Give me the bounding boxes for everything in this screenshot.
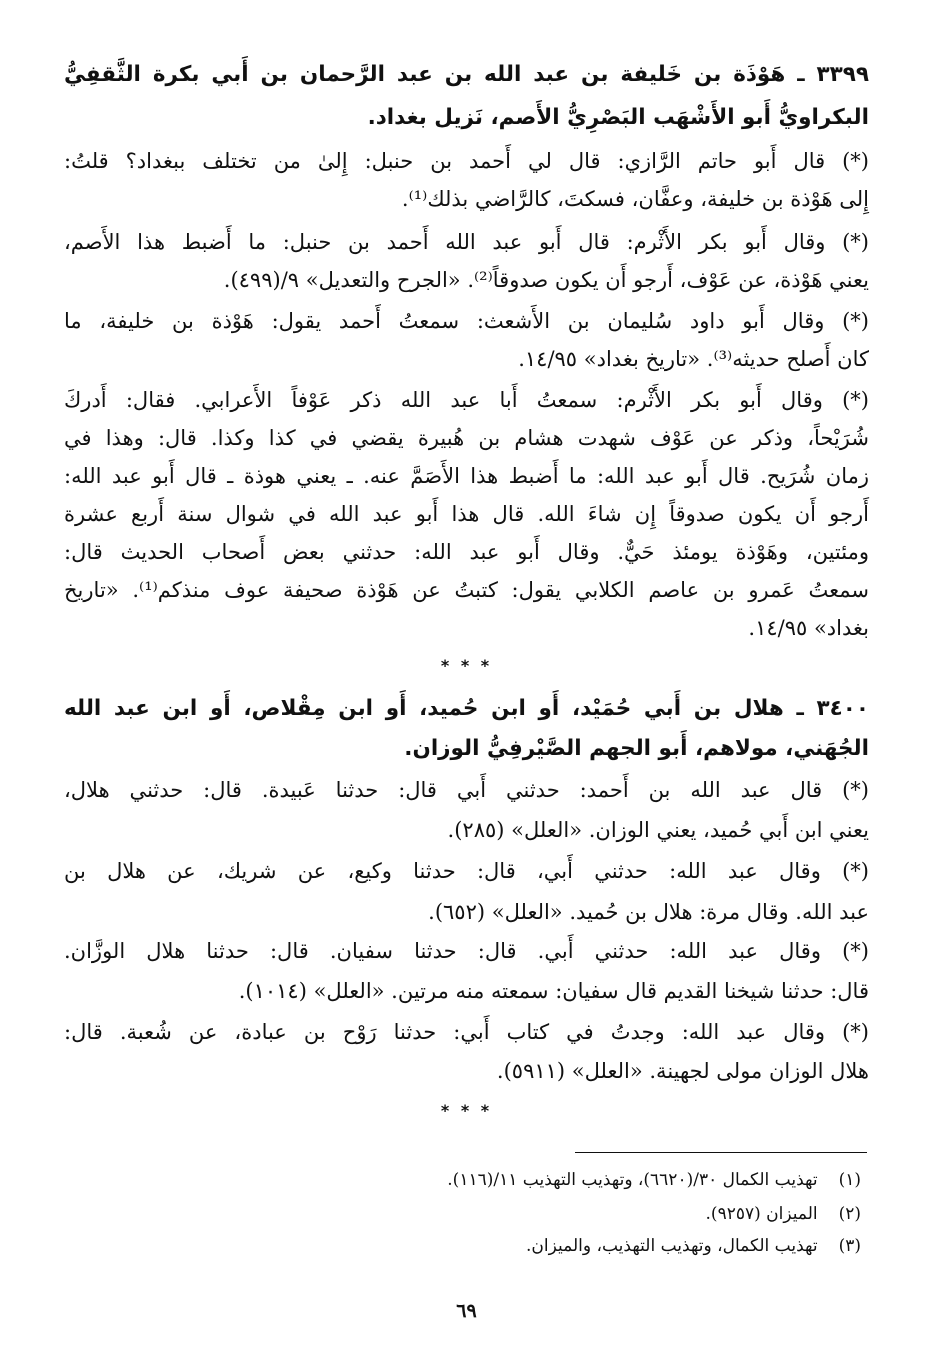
- footnote: [66, 1201, 861, 1227]
- entry-heading: ٣٣٩٩ ـ هَوْذَة بن خَليفة بن عبد الله بن عبد الرَّحمان بن أَبي بكرة الثَّقفِيُّ: [64, 62, 869, 87]
- paragraph-line: شُرَيْحاً، وذكر عن عَوْف شهدت هشام بن هُبيرة يقضي في كذا وكذا. قال: وهذا في: [64, 426, 869, 450]
- footnote-number: (١): [838, 1170, 861, 1190]
- paragraph-line: قال: حدثنا شيخنا القديم قال سفيان: سمعته منه مرتين. «العلل» (١٠١٤).: [238, 979, 869, 1003]
- section-separator: * * *: [440, 656, 493, 675]
- footnote: [66, 1233, 861, 1259]
- page-number: ٦٩: [456, 1300, 477, 1322]
- paragraph-line: عبد الله. وقال مرة: هلال بن حُميد. «العلل» (٦٥٢).: [428, 900, 869, 924]
- footnote-text: الميزان (٩٢٥٧).: [705, 1204, 818, 1224]
- paragraph-line: (*) وقال عبد الله: وجدتُ في كتاب أَبي: حدثنا رَوْح بن عبادة، عن شُعبة. قال:: [64, 1020, 869, 1044]
- paragraph-line: (*) قال عبد الله بن أَحمد: حدثني أَبي قال: حدثنا عَبيدة. قال: حدثني هلال،: [64, 778, 869, 802]
- paragraph-line: كان أَصلح حديثه⁽³⁾. «تاريخ بغداد» ١٤/٩٥.: [518, 347, 869, 371]
- entry-heading: ٣٤٠٠ ـ هلال بن أَبي حُمَيْد، أَو ابن حُميد، أَو ابن مِقْلاص، أَو ابن عبد الله: [64, 696, 869, 721]
- section-separator: * * *: [440, 1101, 493, 1120]
- paragraph-line: (*) وقال عبد الله: حدثني أَبي. قال: حدثنا سفيان. قال: حدثنا هلال الوزَّان.: [64, 939, 869, 963]
- paragraph-line: (*) وقال أَبو بكر الأَثْرم: قال أَبو عبد الله أَحمد بن حنبل: ما أَضبط هذا الأَصم،: [64, 230, 869, 254]
- paragraph-line: سمعتُ عَمرو بن عاصم الكلابي يقول: كتبتُ عن هَوْذة صحيفة عوف منذكم⁽¹⁾. «تاريخ: [64, 578, 869, 602]
- footnote-text: تهذيب الكمال ٣٠/(٦٦٢٠)، وتهذيب التهذيب ١١/(١١٦).: [447, 1170, 818, 1190]
- paragraph-line: ومئتين، وهَوْذة يومئذ حَيٌّ. وقال أَبو عبد الله: حدثني بعض أَصحاب الحديث قال:: [64, 540, 869, 564]
- paragraph-line: هلال الوزان مولى لجهينة. «العلل» (٥٩١١).: [496, 1059, 869, 1083]
- paragraph-line: يعني ابن أَبي حُميد، يعني الوزان. «العلل» (٢٨٥).: [447, 818, 869, 842]
- paragraph-line: (*) وقال عبد الله: حدثني أَبي، قال: حدثنا وكيع، عن شريك، عن هلال بن: [64, 859, 869, 883]
- footnote-rule: [575, 1152, 867, 1153]
- paragraph-line: يعني هَوْذة، عن عَوْف، أَرجو أَن يكون صدوقاً⁽²⁾. «الجرح والتعديل» ٩/(٤٩٩).: [223, 268, 869, 292]
- footnote-number: (٣): [838, 1236, 861, 1256]
- entry-heading: البكراويُّ أَبو الأَشْهَب البَصْرِيُّ الأَصم، نَزيل بغداد.: [367, 105, 869, 130]
- footnote: [66, 1167, 861, 1193]
- paragraph-line: (*) وقال أَبو بكر الأَثْرم: سمعتُ أَبا عبد الله ذكر عَوْفاً الأَعرابي. فقال: أَدركَ: [64, 388, 869, 412]
- footnote-number: (٢): [838, 1204, 861, 1224]
- paragraph-line: (*) وقال أَبو داود سُليمان بن الأَشعث: سمعتُ أَحمد يقول: هَوْذة بن خليفة، ما: [64, 309, 869, 333]
- footnote-text: تهذيب الكمال، وتهذيب التهذيب، والميزان.: [526, 1236, 818, 1256]
- paragraph-line: بغداد» ١٤/٩٥.: [748, 616, 869, 640]
- entry-heading: الجُهَني، مولاهم، أَبو الجهم الصَّيْرفِيُّ الوزان.: [404, 736, 869, 761]
- paragraph-line: إِلى هَوْذة بن خليفة، وعفَّان، فسكتَ، كالرَّاضي بذلك⁽¹⁾.: [401, 187, 869, 211]
- paragraph-line: زمان شُرَيح. قال أَبو عبد الله: ما أَضبط هذا الأَصَمَّ عنه. ـ يعني هوذة ـ قال أَبو عبد الله:: [64, 464, 869, 488]
- paragraph-line: (*) قال أَبو حاتم الرَّازي: قال لي أَحمد بن حنبل: إِلىٰ من تختلف ببغداد؟ قلتُ:: [64, 149, 869, 173]
- paragraph-line: أَرجو أَن يكون صدوقاً إِن شاءَ الله. قال هذا أَبو عبد الله في شوال سنة أَربع عشرة: [64, 502, 869, 526]
